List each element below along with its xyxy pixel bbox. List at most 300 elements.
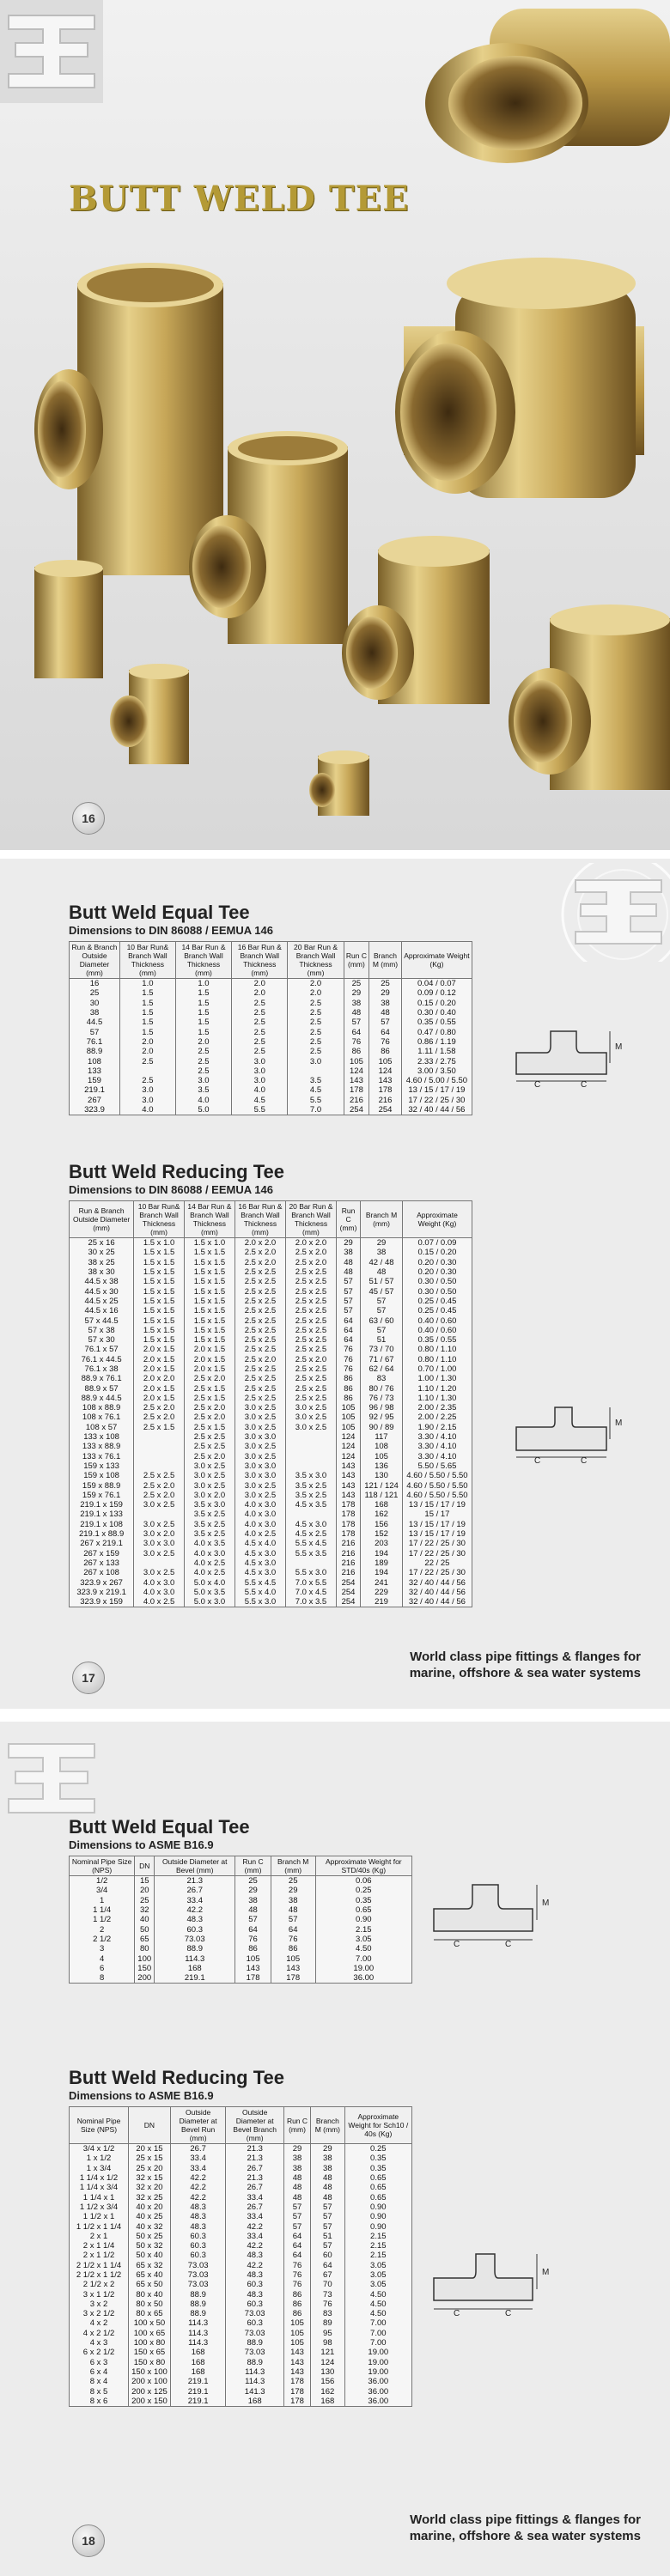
table-cell: 86: [369, 1047, 402, 1056]
column-header: Approximate Weight for Sch10 / 40s (Kg): [344, 2107, 411, 2144]
equal-tee-asme-subtitle: Dimensions to ASME B16.9: [69, 1838, 214, 1851]
column-header: Nominal Pipe Size (NPS): [70, 2107, 129, 2144]
table-cell: 42.2: [226, 2221, 283, 2231]
table-cell: 48.3: [170, 2212, 226, 2221]
table-cell: 38: [344, 999, 369, 1008]
table-cell: 60.3: [226, 2280, 283, 2289]
table-cell: 48: [311, 2183, 345, 2192]
table-cell: 3.0: [288, 1056, 344, 1066]
table-cell: 60.3: [155, 1924, 235, 1934]
table-cell: 48.3: [226, 2270, 283, 2280]
equal-tee-din-title: Butt Weld Equal Tee: [69, 902, 250, 923]
table-row: [70, 2358, 412, 2367]
table-cell: 1.5: [119, 1008, 175, 1018]
table-cell: 1 x 3/4: [70, 2164, 129, 2173]
table-cell: 98: [311, 2338, 345, 2348]
table-cell: 216: [336, 1558, 360, 1568]
table-cell: 32 x 15: [129, 2173, 171, 2183]
table-cell: 323.9: [70, 1105, 120, 1115]
table-cell: 29: [369, 988, 402, 998]
table-cell: 4: [70, 1953, 135, 1963]
table-row: [70, 2221, 412, 2231]
table-cell: 5.0 x 4.0: [184, 1577, 234, 1587]
table-cell: 2.5 x 2.5: [234, 1383, 285, 1393]
table-cell: 118 / 121: [361, 1491, 403, 1500]
column-header: Branch M (mm): [369, 942, 402, 979]
table-cell: 1.5 x 1.0: [134, 1238, 185, 1249]
table-cell: 73.03: [170, 2261, 226, 2270]
table-cell: 76.1 x 38: [70, 1364, 134, 1374]
table-cell: 33.4: [170, 2154, 226, 2163]
table-cell: 1 1/2: [70, 1915, 135, 1924]
table-cell: 1.5 x 1.5: [184, 1306, 234, 1315]
table-cell: 3.0 x 2.0: [134, 1529, 185, 1539]
table-cell: 64: [283, 2251, 310, 2260]
table-cell: 7.0: [288, 1105, 344, 1115]
table-cell: 3.0: [119, 1096, 175, 1105]
equal-tee-diagram: [429, 1880, 550, 1953]
table-cell: 2 1/2 x 1 1/2: [70, 2270, 129, 2280]
table-cell: 50 x 25: [129, 2232, 171, 2241]
table-cell: 2.5 x 2.5: [234, 1267, 285, 1277]
table-cell: 1.5: [119, 988, 175, 998]
table-row: [70, 1085, 472, 1095]
table-cell: 1.5 x 1.5: [134, 1248, 185, 1257]
table-cell: 3.05: [344, 2280, 411, 2289]
page-number: 18: [72, 2524, 105, 2557]
table-cell: 4.50: [344, 2289, 411, 2299]
table-cell: 2 1/2 x 2: [70, 2280, 129, 2289]
tee-top-right: [425, 9, 670, 163]
table-row: [70, 1306, 472, 1315]
column-header: Approximate Weight (Kg): [401, 942, 472, 979]
table-cell: 2.5: [232, 1037, 288, 1047]
table-row: [70, 2300, 412, 2309]
table-row: [70, 2397, 412, 2407]
table-cell: 3.0 x 2.5: [134, 1520, 185, 1529]
footer-line-1: World class pipe fittings & flanges for: [410, 2512, 641, 2527]
table-cell: 44.5 x 16: [70, 1306, 134, 1315]
table-cell: 254: [336, 1588, 360, 1597]
column-header: Run C (mm): [336, 1201, 360, 1238]
table-cell: 30 x 25: [70, 1248, 134, 1257]
table-row: [70, 1383, 472, 1393]
table-cell: 143: [336, 1491, 360, 1500]
table-cell: 13 / 15 / 17 / 19: [402, 1500, 472, 1510]
table-row: [70, 1297, 472, 1306]
table-cell: 73.03: [170, 2280, 226, 2289]
table-cell: 29: [235, 1886, 271, 1895]
table-cell: 25: [344, 979, 369, 989]
table-row: [70, 2192, 412, 2202]
table-cell: 0.25: [315, 1886, 411, 1895]
table-row: [70, 1896, 412, 1905]
table-cell: 17 / 22 / 25 / 30: [402, 1568, 472, 1577]
table-cell: 88.9 x 57: [70, 1383, 134, 1393]
table-cell: 4 x 3: [70, 2338, 129, 2348]
footer-tagline: [410, 1649, 641, 1681]
table-cell: 0.65: [344, 2173, 411, 2183]
table-cell: 5.0: [175, 1105, 231, 1115]
table-cell: 60: [311, 2251, 345, 2260]
table-cell: 4.50: [344, 2309, 411, 2318]
table-cell: 42.2: [155, 1905, 235, 1915]
table-cell: 1: [70, 1896, 135, 1905]
table-cell: 57: [70, 1027, 120, 1036]
table-cell: 0.40 / 0.60: [402, 1315, 472, 1325]
table-cell: 130: [311, 2367, 345, 2377]
table-row: [70, 2261, 412, 2270]
table-cell: 86: [336, 1394, 360, 1403]
table-cell: 2 x 1 1/2: [70, 2251, 129, 2260]
table-cell: 48: [336, 1258, 360, 1267]
table-cell: 8 x 5: [70, 2386, 129, 2396]
table-cell: 1.5 x 1.5: [134, 1267, 185, 1277]
table-cell: 26.7: [226, 2202, 283, 2212]
tee-small-left: [34, 560, 189, 764]
table-cell: 2.0 x 2.0: [285, 1238, 336, 1249]
table-cell: 3.5 x 2.5: [184, 1529, 234, 1539]
table-cell: 3.0 x 2.5: [134, 1500, 185, 1510]
table-cell: 76: [336, 1355, 360, 1364]
table-cell: 38: [336, 1248, 360, 1257]
table-cell: 29: [344, 988, 369, 998]
table-cell: 0.30 / 0.50: [402, 1286, 472, 1296]
column-header: 16 Bar Run & Branch Wall Thickness (mm): [232, 942, 288, 979]
column-header: Run C (mm): [235, 1856, 271, 1876]
table-cell: 57: [311, 2221, 345, 2231]
footer-line-2: marine, offshore & sea water systems: [409, 2529, 641, 2543]
table-cell: 64: [311, 2261, 345, 2270]
table-cell: 0.09 / 0.12: [401, 988, 472, 998]
table-cell: 57: [311, 2241, 345, 2251]
table-cell: 2 1/2 x 1 1/4: [70, 2261, 129, 2270]
table-row: [70, 2338, 412, 2348]
table-row: [70, 1335, 472, 1345]
table-cell: 65 x 40: [129, 2270, 171, 2280]
table-cell: 3/4 x 1/2: [70, 2144, 129, 2154]
table-cell: 2.00 / 2.35: [402, 1403, 472, 1413]
table-cell: 3/4: [70, 1886, 135, 1895]
table-cell: 2.5 x 2.5: [234, 1335, 285, 1345]
table-cell: 0.35 / 0.55: [401, 1018, 472, 1027]
table-cell: 73: [311, 2289, 345, 2299]
table-cell: 267: [70, 1096, 120, 1105]
table-cell: 6: [70, 1964, 135, 1973]
table-cell: 2.0 x 1.5: [134, 1355, 185, 1364]
table-cell: 2.5 x 2.5: [184, 1432, 234, 1442]
catalog-page-18: [0, 1722, 670, 2576]
table-cell: 194: [361, 1568, 403, 1577]
column-header: 20 Bar Run & Branch Wall Thickness (mm): [288, 942, 344, 979]
table-cell: 48: [369, 1008, 402, 1018]
dim-c-left-label: C: [534, 1080, 541, 1090]
table-cell: 15: [135, 1876, 155, 1886]
table-cell: 38: [70, 1008, 120, 1018]
table-cell: [285, 1452, 336, 1461]
table-header-row: [70, 1201, 472, 1238]
table-row: [70, 1953, 412, 1963]
table-cell: 1.0: [175, 979, 231, 989]
table-cell: 25 x 16: [70, 1238, 134, 1249]
table-cell: 4.5 x 4.0: [234, 1539, 285, 1548]
table-cell: 48: [361, 1267, 403, 1277]
table-cell: 60.3: [226, 2300, 283, 2309]
table-cell: 2.5 x 2.0: [234, 1248, 285, 1257]
table-cell: 3.5 x 3.0: [184, 1500, 234, 1510]
table-cell: 17 / 22 / 25 / 30: [402, 1549, 472, 1558]
reducing-tee-diagram: [429, 2249, 550, 2322]
table-row: [70, 2318, 412, 2328]
table-cell: 2.5 x 1.5: [184, 1423, 234, 1432]
table-cell: 143: [283, 2358, 310, 2367]
table-cell: 73.03: [170, 2270, 226, 2280]
table-cell: 2.0: [175, 1037, 231, 1047]
table-cell: 4.0 x 3.0: [134, 1588, 185, 1597]
table-cell: 2.5 x 2.0: [134, 1491, 185, 1500]
table-cell: 5.5 x 3.5: [285, 1549, 336, 1558]
table-cell: 64: [336, 1335, 360, 1345]
table-cell: 2.5: [288, 1008, 344, 1018]
table-cell: 50: [135, 1924, 155, 1934]
table-cell: [288, 1066, 344, 1076]
column-header: Run & Branch Outside Diameter (mm): [70, 942, 120, 979]
table-cell: 267 x 159: [70, 1549, 134, 1558]
table-cell: 219.1: [170, 2397, 226, 2407]
table-cell: 5.5 x 4.5: [285, 1539, 336, 1548]
table-cell: 159 x 108: [70, 1471, 134, 1480]
table-cell: 1 1/2 x 3/4: [70, 2202, 129, 2212]
table-cell: 25: [70, 988, 120, 998]
table-cell: 323.9 x 159: [70, 1597, 134, 1607]
table-row: [70, 1480, 472, 1490]
table-cell: 21.3: [226, 2144, 283, 2154]
table-cell: 0.47 / 0.80: [401, 1027, 472, 1036]
table-cell: 2.0 x 1.5: [134, 1383, 185, 1393]
table-cell: 2.15: [315, 1924, 411, 1934]
table-row: [70, 1432, 472, 1442]
table-cell: 3.0: [175, 1076, 231, 1085]
table-cell: 194: [361, 1549, 403, 1558]
table-cell: 88.9: [70, 1047, 120, 1056]
table-cell: 105: [283, 2338, 310, 2348]
table-cell: 25: [271, 1876, 315, 1886]
column-header: Run & Branch Outside Diameter (mm): [70, 1201, 134, 1238]
equal-tee-asme-title: Butt Weld Equal Tee: [69, 1816, 250, 1838]
table-cell: 254: [336, 1577, 360, 1587]
table-cell: 0.20 / 0.30: [402, 1258, 472, 1267]
table-cell: 21.3: [155, 1876, 235, 1886]
table-cell: 86: [283, 2289, 310, 2299]
table-row: [70, 1905, 412, 1915]
table-cell: 63 / 60: [361, 1315, 403, 1325]
table-cell: 108 x 76.1: [70, 1413, 134, 1422]
table-cell: 30: [70, 999, 120, 1008]
table-cell: 19.00: [344, 2348, 411, 2357]
table-row: [70, 1944, 412, 1953]
table-cell: 2.0 x 1.5: [184, 1345, 234, 1354]
table-cell: 3.5: [175, 1085, 231, 1095]
table-cell: 1.5 x 1.5: [184, 1326, 234, 1335]
column-header: 10 Bar Run& Branch Wall Thickness (mm): [134, 1201, 185, 1238]
footer-line-1: World class pipe fittings & flanges for: [410, 1649, 641, 1664]
table-cell: 2.5 x 2.5: [285, 1364, 336, 1374]
table-cell: 4.0 x 3.5: [184, 1539, 234, 1548]
dim-c-right-label: C: [505, 2309, 512, 2318]
table-cell: 80: [135, 1944, 155, 1953]
table-cell: 2.5: [232, 1008, 288, 1018]
company-logo: [0, 1730, 112, 1825]
table-cell: 88.9: [170, 2300, 226, 2309]
table-cell: 143: [336, 1480, 360, 1490]
table-cell: 1.5: [175, 1027, 231, 1036]
table-cell: 3.0 x 3.0: [234, 1432, 285, 1442]
column-header: Approximate Weight for STD/40s (Kg): [315, 1856, 411, 1876]
table-cell: 5.5 x 4.5: [234, 1577, 285, 1587]
table-cell: 86: [283, 2309, 310, 2318]
table-cell: 6 x 2 1/2: [70, 2348, 129, 2357]
table-cell: 0.35: [344, 2154, 411, 2163]
table-cell: 73.03: [226, 2348, 283, 2357]
table-row: [70, 1471, 472, 1480]
table-cell: 2.5 x 2.5: [285, 1315, 336, 1325]
table-cell: 57: [283, 2221, 310, 2231]
table-cell: 1.5 x 1.5: [184, 1277, 234, 1286]
table-cell: 57: [361, 1297, 403, 1306]
table-cell: 100 x 80: [129, 2338, 171, 2348]
table-cell: 4.5 x 3.0: [234, 1568, 285, 1577]
table-cell: 1 1/4 x 3/4: [70, 2183, 129, 2192]
table-cell: 2.5: [232, 1047, 288, 1056]
table-cell: [285, 1510, 336, 1519]
table-cell: 2 x 1 1/4: [70, 2241, 129, 2251]
column-header: 16 Bar Run & Branch Wall Thickness (mm): [234, 1201, 285, 1238]
table-cell: 20 x 15: [129, 2144, 171, 2154]
table-cell: 254: [344, 1105, 369, 1115]
table-cell: 6 x 3: [70, 2358, 129, 2367]
table-cell: 36.00: [344, 2377, 411, 2386]
table-cell: 2.0: [288, 988, 344, 998]
table-cell: 0.86 / 1.19: [401, 1037, 472, 1047]
table-cell: 4.5 x 2.5: [285, 1529, 336, 1539]
column-header: Branch M (mm): [271, 1856, 315, 1876]
table-cell: 2.5 x 2.0: [184, 1413, 234, 1422]
table-cell: 83: [361, 1374, 403, 1383]
table-cell: 33.4: [226, 2192, 283, 2202]
table-cell: 200 x 125: [129, 2386, 171, 2396]
table-cell: 4.5 x 3.0: [234, 1549, 285, 1558]
table-cell: 4.5 x 3.0: [285, 1520, 336, 1529]
table-cell: 2.5 x 2.0: [234, 1258, 285, 1267]
table-cell: 2.5 x 2.5: [285, 1374, 336, 1383]
table-row: [70, 1056, 472, 1066]
table-row: [70, 2251, 412, 2260]
table-row: [70, 1248, 472, 1257]
table-cell: 0.65: [315, 1905, 411, 1915]
table-cell: 2 1/2: [70, 1935, 135, 1944]
table-cell: 2.5 x 2.0: [184, 1374, 234, 1383]
table-cell: 48: [311, 2192, 345, 2202]
table-cell: 2.5 x 2.5: [184, 1442, 234, 1451]
table-cell: 48.3: [226, 2251, 283, 2260]
table-cell: 1 x 1/2: [70, 2154, 129, 2163]
table-cell: 57: [235, 1915, 271, 1924]
table-cell: 162: [361, 1510, 403, 1519]
table-row: [70, 1529, 472, 1539]
table-cell: 25: [135, 1896, 155, 1905]
column-header: 10 Bar Run& Branch Wall Thickness (mm): [119, 942, 175, 979]
table-cell: 105: [344, 1056, 369, 1066]
table-cell: 86: [283, 2300, 310, 2309]
table-cell: 76: [369, 1037, 402, 1047]
table-cell: 150 x 80: [129, 2358, 171, 2367]
table-cell: 2.0 x 1.5: [184, 1355, 234, 1364]
table-cell: 141.3: [226, 2386, 283, 2396]
reducing-tee-asme-table: [69, 2106, 412, 2407]
table-cell: 0.20 / 0.30: [402, 1267, 472, 1277]
table-cell: 64: [283, 2232, 310, 2241]
table-cell: 3.0 x 2.5: [285, 1403, 336, 1413]
table-cell: 5.5 x 4.0: [234, 1588, 285, 1597]
table-cell: 1.5: [119, 1018, 175, 1027]
equal-tee-din-subtitle: Dimensions to DIN 86088 / EEMUA 146: [69, 924, 273, 937]
table-cell: 143: [369, 1076, 402, 1085]
table-cell: 219.1: [155, 1973, 235, 1984]
table-row: [70, 1935, 412, 1944]
table-cell: 1 1/2 x 1: [70, 2212, 129, 2221]
table-cell: 229: [361, 1588, 403, 1597]
table-cell: 156: [361, 1520, 403, 1529]
table-cell: 36.00: [315, 1973, 411, 1984]
table-row: [70, 988, 472, 998]
table-cell: 32 / 40 / 44 / 56: [402, 1588, 472, 1597]
table-cell: 40 x 20: [129, 2202, 171, 2212]
table-cell: 3.0: [232, 1076, 288, 1085]
table-cell: 4.0 x 2.5: [134, 1597, 185, 1607]
table-cell: 76.1: [70, 1037, 120, 1047]
tee-far-right: [509, 605, 670, 790]
table-row: [70, 1588, 472, 1597]
table-cell: 96 / 98: [361, 1403, 403, 1413]
table-cell: 323.9 x 219.1: [70, 1588, 134, 1597]
dim-m-label: M: [542, 1899, 550, 1908]
table-row: [70, 1008, 472, 1018]
table-cell: 105: [336, 1423, 360, 1432]
table-cell: 2.5 x 2.0: [285, 1258, 336, 1267]
table-cell: 7.00: [344, 2329, 411, 2338]
table-cell: 3.0 x 2.5: [184, 1461, 234, 1471]
table-cell: 1.5 x 1.5: [184, 1258, 234, 1267]
table-cell: 73 / 70: [361, 1345, 403, 1354]
table-cell: 83: [311, 2309, 345, 2318]
table-cell: 21.3: [226, 2173, 283, 2183]
reducing-tee-din-title: Butt Weld Reducing Tee: [69, 1161, 284, 1182]
table-cell: 2 x 1: [70, 2232, 129, 2241]
table-cell: 4.0 x 2.5: [184, 1558, 234, 1568]
table-cell: [134, 1452, 185, 1461]
table-cell: 1.0: [119, 979, 175, 989]
table-cell: 136: [361, 1461, 403, 1471]
table-cell: 2.5: [175, 1056, 231, 1066]
table-cell: 76: [311, 2300, 345, 2309]
table-cell: 1.5 x 1.5: [184, 1297, 234, 1306]
table-cell: 2.5 x 2.5: [285, 1394, 336, 1403]
table-cell: 2.5: [119, 1076, 175, 1085]
table-cell: 323.9 x 267: [70, 1577, 134, 1587]
catalog-page-17: [0, 859, 670, 1709]
table-cell: 203: [361, 1539, 403, 1548]
table-row: [70, 1491, 472, 1500]
